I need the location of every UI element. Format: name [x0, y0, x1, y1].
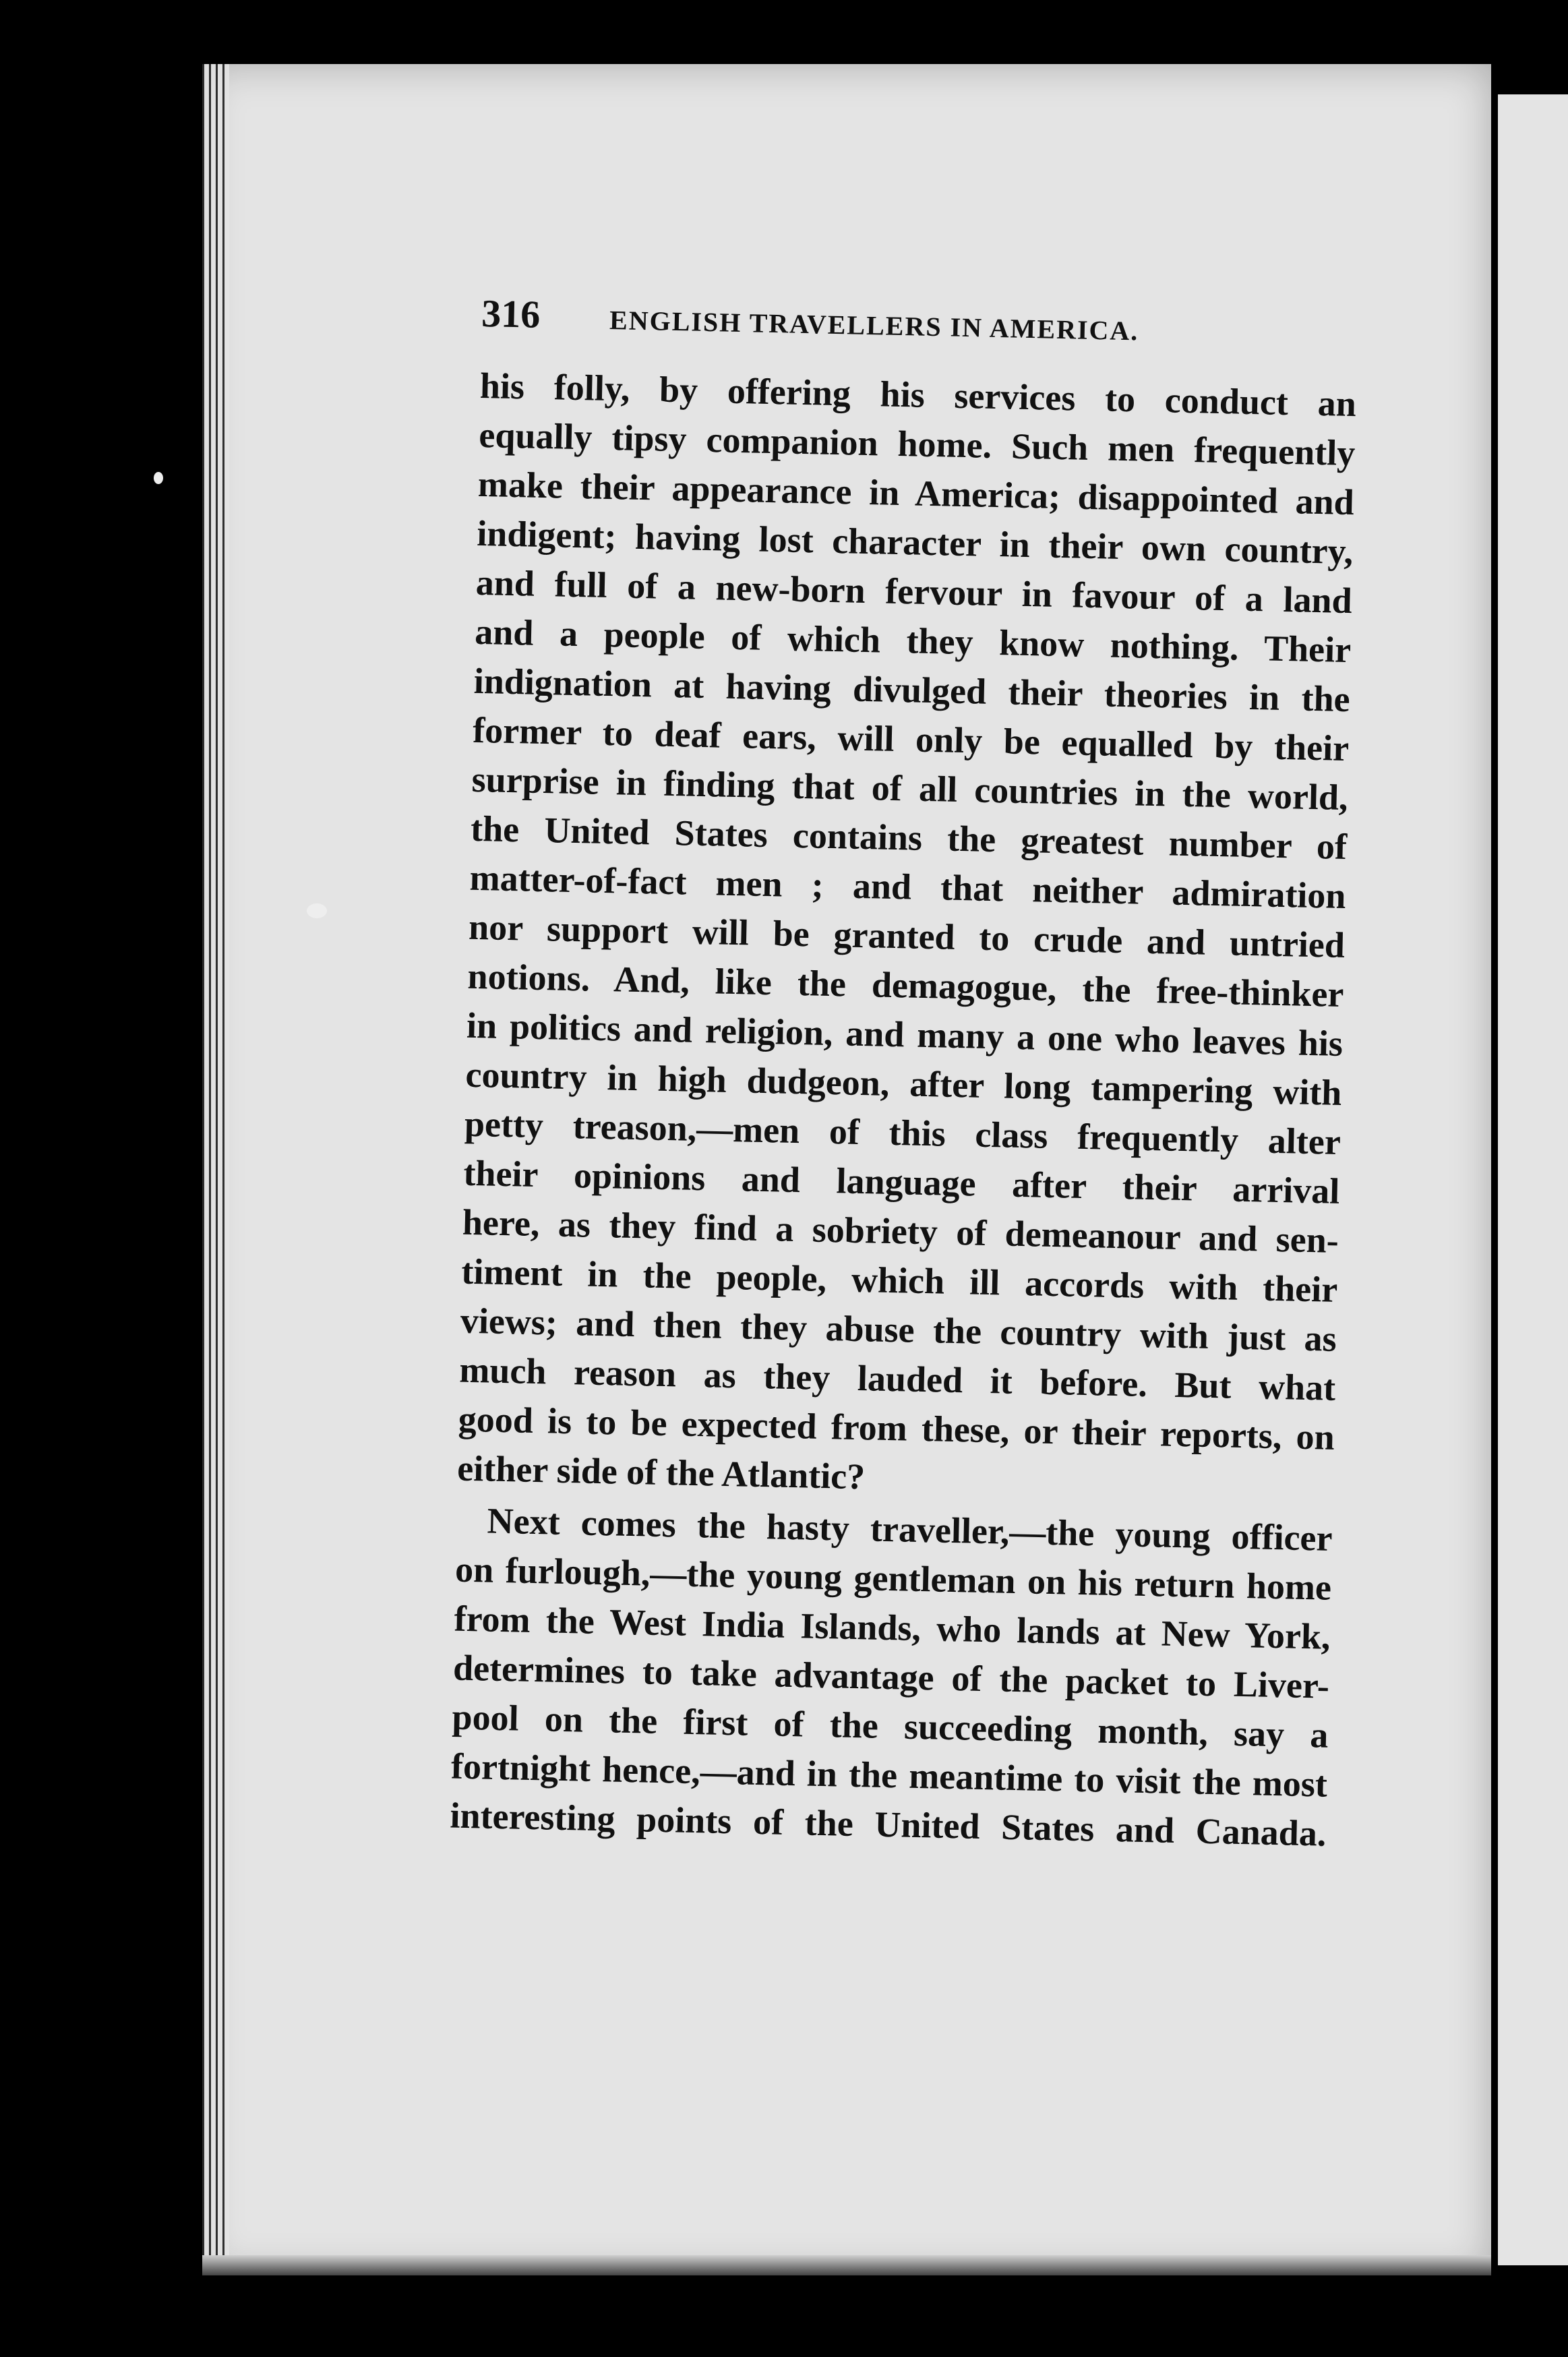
text-line: determines to take advantage of the packet to Liver- [452, 1647, 1330, 1706]
text-line: and full of a new-born fervour in favour of a land [475, 562, 1353, 622]
facing-page-edge [1498, 94, 1568, 2265]
paragraph-2 [450, 1496, 1333, 1859]
text-line: views; and then they abuse the country with just as [460, 1300, 1337, 1359]
text-line: matter-of-fact men ; and that neither admiration [469, 857, 1347, 917]
text-line: surprise in finding that of all countries in the world, [471, 758, 1349, 818]
paragraph-1 [457, 361, 1357, 1512]
text-line: their opinions and language after their arrival [462, 1152, 1340, 1212]
text-line: on furlough,—the young gentleman on his return home [454, 1549, 1332, 1608]
book-gutter [202, 64, 229, 2275]
text-line: make their appearance in America; disappointed and [477, 463, 1355, 523]
page-bottom-edge [202, 2255, 1491, 2275]
text-line: pool on the first of the succeeding month, say a [452, 1696, 1329, 1756]
text-line: from the West India Islands, who lands at New York, [454, 1598, 1331, 1657]
text-line: interesting points of the United States and Canada. [449, 1795, 1327, 1854]
text-line: petty treason,—men of this class frequently alter [464, 1103, 1341, 1162]
page-number: 316 [481, 291, 541, 336]
text-line: timent in the people, which ill accords with their [460, 1251, 1338, 1310]
text-line: indignation at having divulged their theories in the [473, 660, 1351, 720]
page-text [450, 290, 1358, 1859]
text-line: and a people of which they know nothing. Their [474, 611, 1352, 671]
text-line: much reason as they lauded it before. But what [458, 1349, 1336, 1408]
text-line: either side of the Atlantic? [456, 1448, 866, 1497]
text-line: fortnight hence,—and in the meantime to visit the most [450, 1746, 1328, 1805]
text-line: notions. And, like the demagogue, the free-thinker [467, 955, 1345, 1015]
text-line: Next comes the hasty traveller,—the young officer [487, 1500, 1333, 1559]
text-line: here, as they find a sobriety of demeanour and sen- [462, 1201, 1339, 1261]
text-line: his folly, by offering his services to conduct an [479, 365, 1357, 425]
text-line: country in high dudgeon, after long tampering with [464, 1054, 1342, 1113]
text-line: equally tipsy companion home. Such men frequently [478, 414, 1356, 474]
running-title: ENGLISH TRAVELLERS IN AMERICA. [609, 304, 1139, 347]
text-line: indigent; having lost character in their own country, [476, 512, 1354, 572]
text-line: good is to be expected from these, or their reports, on [458, 1398, 1335, 1458]
text-line: in politics and religion, and many a one who leaves his [466, 1005, 1344, 1064]
text-line: former to deaf ears, will only be equalled by their [472, 709, 1350, 769]
text-line: nor support will be granted to crude and untried [468, 906, 1346, 966]
text-line: the United States contains the greatest number of [470, 808, 1348, 868]
